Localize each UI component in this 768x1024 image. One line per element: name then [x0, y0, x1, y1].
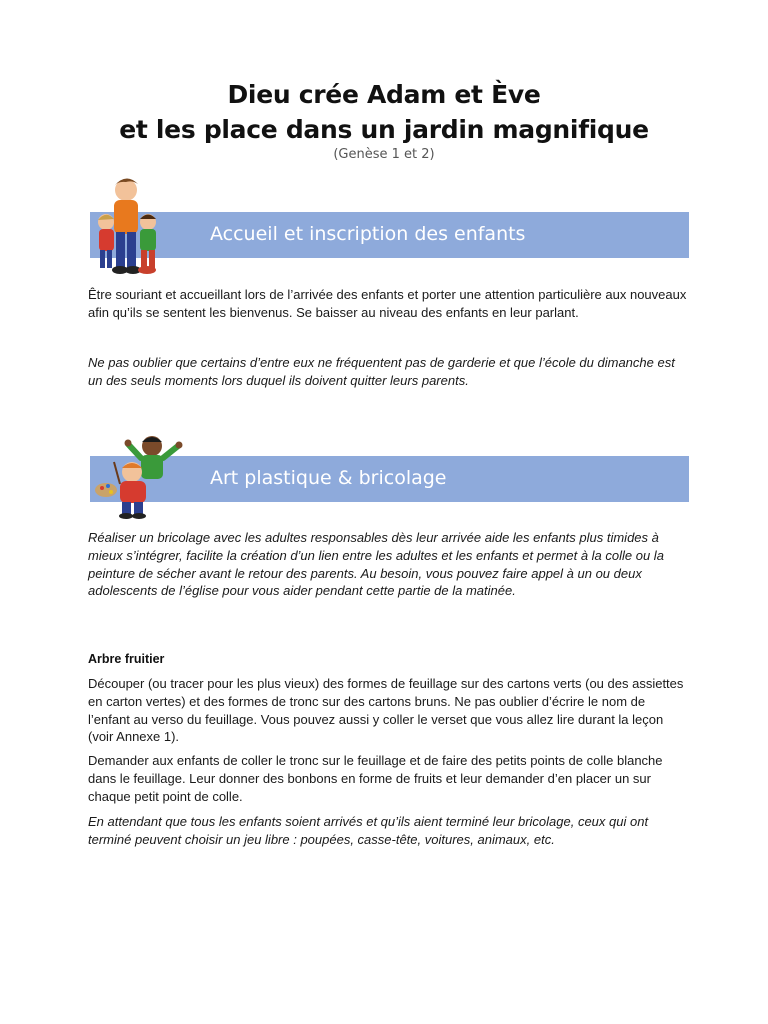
activity-paragraph-2: Demander aux enfants de coller le tronc sur le feuillage et de faire des petits points de colle blanche dans le feuillage. Leur donner des bonbons en forme de fruits et leur demander d’en placer un sur chaque petit point de colle. [88, 753, 663, 804]
activity-note: En attendant que tous les enfants soient arrivés et qu’ils aient terminé leur bricolage, ceux qui ont terminé peuvent choisir un jeu libre : poupées, casse-tête, voitures, animaux, etc. [88, 814, 649, 847]
family-group-icon [92, 172, 164, 278]
activity-paragraph-1: Découper (ou tracer pour les plus vieux) des formes de feuillage sur des cartons verts (ou des assiettes en carton vertes) et des formes de tronc sur des cartons bruns. Ne pas oublier d’écrire le nom de l’enfant au verso du feuillage. Vous pouvez aussi y coller le verset que vous allez lire durant la leçon (voir Annexe 1). [88, 676, 684, 745]
accueil-paragraph-1: Être souriant et accueillant lors de l’arrivée des enfants et porter une attention particulière aux nouveaux afin qu’ils se sentent les bienvenus. Se baisser au niveau des enfants en leur parlant. [88, 287, 687, 320]
activity-title: Arbre fruitier [88, 652, 165, 666]
art-intro-paragraph: Réaliser un bricolage avec les adultes responsables dès leur arrivée aide les enfants plus timides à mieux s’intégrer, facilite la création d’un lien entre les adultes et les enfants et permet à la colle ou la peinture de sécher avant le retour des parents. Au besoin, vous pouvez faire appel à un ou deux adolescents de l’église pour vous aider pendant cette partie de la matinée. [88, 530, 664, 599]
section-banner-accueil [90, 212, 689, 258]
document-subtitle: (Genèse 1 et 2) [333, 147, 435, 162]
section-heading-art: Art plastique & bricolage [210, 467, 447, 489]
accueil-paragraph-2: Ne pas oublier que certains d’entre eux ne fréquentent pas de garderie et que l’école du dimanche est un des seuls moments lors duquel ils doivent quitter leurs parents. [88, 355, 675, 388]
painting-children-icon [94, 432, 186, 520]
section-heading-accueil: Accueil et inscription des enfants [210, 223, 526, 245]
document-title-line-1: Dieu crée Adam et Ève [227, 80, 541, 109]
document-title-line-2: et les place dans un jardin magnifique [119, 115, 649, 144]
